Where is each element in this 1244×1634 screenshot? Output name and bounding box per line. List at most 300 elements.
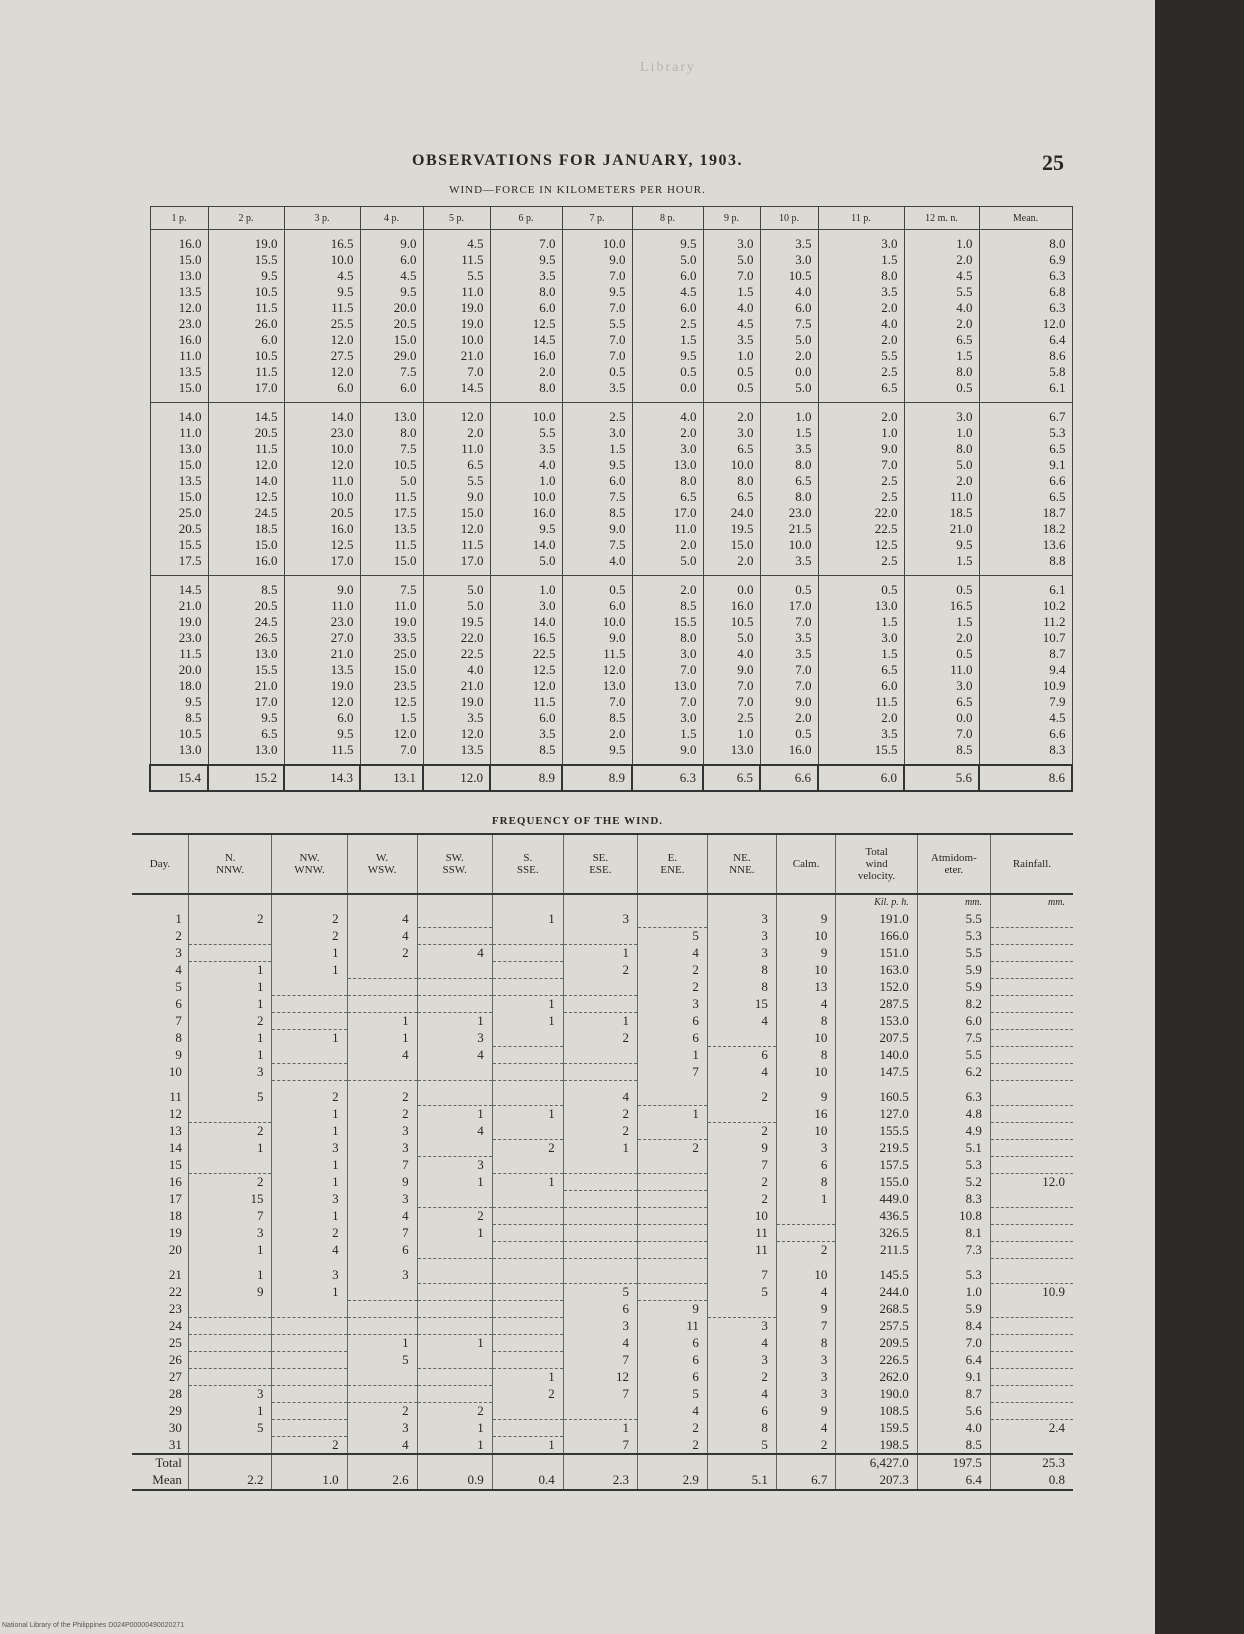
table-cell: 8.7 [979,646,1072,662]
table-cell: 2 [563,1106,637,1123]
table-cell: 11.5 [490,694,562,710]
table-cell [417,1318,492,1335]
table-cell: 13 [776,979,836,996]
table-cell: 6.5 [979,489,1072,505]
table-cell: 8.0 [490,284,562,300]
table-cell: 6.0 [360,252,423,268]
column-header: 9 p. [703,207,760,230]
table-cell: 14.5 [490,332,562,348]
table-cell: 3.5 [818,726,904,742]
table-cell: 27.0 [284,630,360,646]
table-cell: 9.5 [284,726,360,742]
mean-cell: 2.6 [347,1471,417,1490]
table-cell: 2 [347,1403,417,1420]
table-cell: 4 [707,1013,776,1030]
table-cell: 10 [776,928,836,945]
mean-cell: 0.8 [990,1471,1073,1490]
table-cell: 2 [707,1123,776,1140]
table-cell [492,928,563,945]
table-cell: 6 [707,1047,776,1064]
table-cell [990,1208,1073,1225]
table-cell [563,928,637,945]
table-cell: 15.5 [208,662,284,678]
table-cell: 2.0 [904,630,979,646]
table-cell: 2 [272,1437,347,1455]
table-cell: 2.0 [818,300,904,316]
table-cell: 8.6 [979,348,1072,364]
table-cell: 6.5 [904,332,979,348]
table-cell [188,1352,272,1369]
table-cell: 4.5 [904,268,979,284]
table-cell: 190.0 [836,1386,917,1403]
table-cell: 4 [707,1386,776,1403]
table-cell: 21.0 [150,598,208,614]
table-cell: 2.5 [703,710,760,726]
table-cell: 3 [776,1386,836,1403]
table-row [132,1369,1073,1386]
wind-force-table [149,206,1073,792]
table-cell [272,979,347,996]
table-cell: 7.3 [917,1242,990,1259]
table-cell [563,996,637,1013]
table-cell: 5.3 [917,1267,990,1284]
table-cell: 3 [707,1352,776,1369]
table-cell: 2.5 [818,553,904,576]
table-cell [417,1267,492,1284]
table-cell: 211.5 [836,1242,917,1259]
table-cell: 4.0 [703,300,760,316]
table-cell: 10.2 [979,598,1072,614]
gap-cell [917,1081,990,1090]
table-cell: 4.5 [360,268,423,284]
table-row [150,630,1072,646]
column-header: 10 p. [760,207,818,230]
day-cell: 2 [175,928,182,943]
table-cell: 1.0 [917,1284,990,1301]
table-cell: 3.5 [818,284,904,300]
table-row [132,1106,1073,1123]
table-cell: 5.0 [904,457,979,473]
table-cell: 1 [417,1420,492,1437]
gap-cell [347,1259,417,1268]
day-cell: 18 [168,1208,182,1223]
table-cell: 15.0 [703,537,760,553]
table-row [150,332,1072,348]
table-cell: 4.0 [562,553,632,576]
table-row [132,1208,1073,1225]
table-cell: 11.5 [423,537,490,553]
table-cell: 1 [272,1208,347,1225]
table-cell: 9.5 [150,694,208,710]
table-cell: 3.5 [490,268,562,284]
day-cell: 19 [168,1225,182,1240]
table-cell: 8.0 [979,230,1072,253]
table-cell: 5.0 [703,630,760,646]
table-cell: 10.0 [284,252,360,268]
table-row [150,553,1072,576]
table-cell: 2.0 [703,403,760,426]
gap-cell [836,1259,917,1268]
mean-cell: 14.3 [284,765,360,791]
table-cell [188,1318,272,1335]
table-cell: 6 [637,1335,707,1352]
table-cell: 127.0 [836,1106,917,1123]
table-cell: 2.5 [632,316,703,332]
table-cell [990,1140,1073,1157]
table-cell: 10.0 [703,457,760,473]
table-cell: 17.0 [760,598,818,614]
table-cell: 9.0 [423,489,490,505]
table-cell: 1 [563,945,637,962]
table-cell [990,996,1073,1013]
table-cell: 15.5 [632,614,703,630]
table-cell: 1 [563,1140,637,1157]
unit-cell: Kil. p. h. [836,894,917,911]
table-cell: 6.0 [917,1013,990,1030]
table-cell: 8.2 [917,996,990,1013]
table-cell: 226.5 [836,1352,917,1369]
table-cell [272,1335,347,1352]
table-cell: 4 [776,1420,836,1437]
table-cell: 3 [563,1318,637,1335]
table-cell: 8.7 [917,1386,990,1403]
table-cell: 3.0 [818,630,904,646]
table-cell [707,1030,776,1047]
mean-cell: 0.9 [417,1471,492,1490]
table-cell: 13.0 [360,403,423,426]
table-cell: 3.0 [760,252,818,268]
table-cell: 3 [776,1140,836,1157]
table-cell: 27.5 [284,348,360,364]
table-cell [990,945,1073,962]
day-cell: 13 [168,1123,182,1138]
table-cell: 13.0 [562,678,632,694]
table-cell: 1 [347,1335,417,1352]
mean-cell: 6.4 [917,1471,990,1490]
table-row [150,316,1072,332]
total-cell: Total [132,1454,188,1471]
table-row [132,1267,1073,1284]
table-cell: 1 [492,1174,563,1191]
table-cell: 1 [492,1013,563,1030]
table-cell: 16 [776,1106,836,1123]
table-cell: 7.5 [760,316,818,332]
table-cell [272,1420,347,1437]
table-cell: 5.5 [917,1047,990,1064]
table-cell: 9.0 [562,521,632,537]
gap-cell [836,1081,917,1090]
table-cell: 2.0 [703,553,760,576]
table-cell: 15.0 [150,380,208,403]
table-row [150,505,1072,521]
table-cell [990,1123,1073,1140]
table-cell: 20.5 [360,316,423,332]
table-cell: 5.9 [917,979,990,996]
table-cell: 9.0 [562,252,632,268]
table-row [132,1225,1073,1242]
table-row [150,252,1072,268]
table-cell: 4 [347,1208,417,1225]
table-cell: 23.0 [284,425,360,441]
table-cell [990,1047,1073,1064]
table-cell: 5.5 [490,425,562,441]
table-cell: 8.0 [760,457,818,473]
table-cell: 2 [417,1403,492,1420]
table-cell: 11.5 [284,300,360,316]
column-header: Calm. [776,834,836,894]
table-cell: 4.8 [917,1106,990,1123]
table-cell: 13.0 [150,742,208,765]
table-cell: 1 [417,1106,492,1123]
table-cell: 18.5 [904,505,979,521]
table-cell: 1.5 [904,614,979,630]
table-cell: 2 [707,1369,776,1386]
table-cell [637,1225,707,1242]
table-cell: 13.0 [632,678,703,694]
table-cell: 9.5 [632,230,703,253]
table-row [150,473,1072,489]
table-cell [272,1403,347,1420]
table-cell: 7.0 [703,694,760,710]
table-cell: 151.0 [836,945,917,962]
table-cell [492,1030,563,1047]
mean-cell: 0.4 [492,1471,563,1490]
table-cell: 3 [707,945,776,962]
table-cell: 1 [188,996,272,1013]
table-cell: 16.0 [284,521,360,537]
library-stamp: Library [640,60,696,75]
table-cell: 13.5 [284,662,360,678]
table-cell: 5.5 [562,316,632,332]
table-cell: 2 [188,911,272,928]
table-row [132,1191,1073,1208]
table-cell: 7.5 [360,576,423,599]
day-cell: 24 [168,1318,182,1333]
table-row [132,911,1073,928]
table-cell [347,1301,417,1318]
total-cell [637,1454,707,1471]
table-cell: 3.0 [632,441,703,457]
table-cell [417,996,492,1013]
table-cell [188,928,272,945]
table-cell: 6.8 [979,284,1072,300]
table-cell: 5 [637,1386,707,1403]
table-cell: 1 [272,945,347,962]
table-cell: 19.0 [360,614,423,630]
table-cell: 5.6 [917,1403,990,1420]
table-cell: 5.5 [917,911,990,928]
table-cell: 9.1 [979,457,1072,473]
table-row [132,1386,1073,1403]
table-cell: 0.0 [760,364,818,380]
column-header: Rainfall. [990,834,1073,894]
table-cell: 11.5 [360,537,423,553]
table-cell [492,979,563,996]
table-cell: 2.0 [760,710,818,726]
table-cell: 19.0 [208,230,284,253]
table-cell [707,1106,776,1123]
table-cell [492,1318,563,1335]
table-cell: 0.5 [760,576,818,599]
table-cell: 21.5 [760,521,818,537]
column-header: S. SSE. [492,834,563,894]
table-cell: 1 [347,1030,417,1047]
table-cell: 4.5 [979,710,1072,726]
day-cell: 8 [175,1030,182,1045]
table-cell: 12.0 [423,726,490,742]
table-cell: 10.9 [990,1284,1073,1301]
table-cell: 13.5 [150,364,208,380]
table-cell [563,1267,637,1284]
table-cell: 155.0 [836,1174,917,1191]
table-cell: 2 [707,1174,776,1191]
table-cell: 2 [776,1242,836,1259]
table-cell: 1.0 [904,425,979,441]
table-cell: 6.0 [632,300,703,316]
table-cell: 18.5 [208,521,284,537]
table-cell [990,979,1073,996]
table-row [132,945,1073,962]
table-cell: 5.5 [423,268,490,284]
table-cell: 6.5 [818,662,904,678]
units-row [132,894,1073,911]
table-cell [347,962,417,979]
table-cell: 6.5 [904,694,979,710]
table-cell: 22.0 [423,630,490,646]
table-cell: 6.5 [703,441,760,457]
table-cell [637,1267,707,1284]
table-cell: 11 [637,1318,707,1335]
gap-cell [492,1259,563,1268]
mean-cell: 15.4 [150,765,208,791]
gap-cell [417,1259,492,1268]
table-cell: 2 [492,1386,563,1403]
table-cell: 11.5 [150,646,208,662]
table-cell: 4.5 [632,284,703,300]
table-cell: 2 [707,1191,776,1208]
gap-cell [776,1081,836,1090]
table-cell: 2.4 [990,1420,1073,1437]
table-row [150,694,1072,710]
table-cell: 11.5 [284,742,360,765]
table-cell [990,1106,1073,1123]
table-cell [990,928,1073,945]
table-cell: 7.0 [917,1335,990,1352]
table-cell: 6.9 [979,252,1072,268]
table-cell: 25.0 [360,646,423,662]
table-cell: 9.0 [760,694,818,710]
table-cell: 6.0 [284,710,360,726]
table-cell: 1.5 [904,348,979,364]
table-row [150,646,1072,662]
table-cell [272,1318,347,1335]
total-cell [417,1454,492,1471]
table-cell: 7.0 [760,614,818,630]
table-row [132,928,1073,945]
table-cell: 3.5 [423,710,490,726]
table-cell: 8 [776,1013,836,1030]
table-cell: 11.0 [150,425,208,441]
table-cell: 4.0 [917,1420,990,1437]
table-cell: 5.5 [423,473,490,489]
table-cell: 3.0 [904,678,979,694]
table-cell: 9.0 [632,742,703,765]
table-cell [188,1106,272,1123]
table-cell: 1 [272,1030,347,1047]
table-cell: 6.5 [979,441,1072,457]
table-cell [563,1047,637,1064]
table-cell: 13.5 [360,521,423,537]
table-cell: 13.0 [150,441,208,457]
table-cell: 7.0 [423,364,490,380]
table-cell: 7.0 [562,694,632,710]
table-cell [990,1267,1073,1284]
table-cell: 3.0 [904,403,979,426]
table-row [132,1420,1073,1437]
table-cell: 2 [417,1208,492,1225]
table-cell: 1.5 [904,553,979,576]
column-header: Atmidom- eter. [917,834,990,894]
table-cell: 6 [637,1013,707,1030]
table-cell: 9 [776,1403,836,1420]
table-cell [563,1403,637,1420]
table-row [132,1064,1073,1081]
table-cell: 5.2 [917,1174,990,1191]
day-cell: 9 [175,1047,182,1062]
table-cell: 17.0 [208,380,284,403]
table-cell: 21.0 [904,521,979,537]
table-cell: 5.9 [917,962,990,979]
day-cell: 5 [175,979,182,994]
table-cell: 5.5 [818,348,904,364]
total-row [132,1454,1073,1471]
table-cell: 14.0 [490,614,562,630]
mean-cell: 6.7 [776,1471,836,1490]
table-cell: 1.5 [632,726,703,742]
table-cell [417,979,492,996]
table-cell: 12.0 [562,662,632,678]
table-cell: 26.0 [208,316,284,332]
day-cell: 22 [168,1284,182,1299]
table-cell [492,1352,563,1369]
table-cell: 11.0 [423,441,490,457]
mean-cell: 6.5 [703,765,760,791]
table-cell: 9.5 [562,457,632,473]
table-cell [776,1225,836,1242]
table-cell: 7.9 [979,694,1072,710]
day-cell: 28 [168,1386,182,1401]
table-cell: 13.0 [632,457,703,473]
table-cell: 2 [347,1089,417,1106]
table-cell [272,996,347,1013]
table-cell: 145.5 [836,1267,917,1284]
table-row [150,268,1072,284]
table-cell: 147.5 [836,1064,917,1081]
table-cell [637,1089,707,1106]
table-cell: 2 [563,1030,637,1047]
table-cell: 6.7 [979,403,1072,426]
table-cell: 4 [776,996,836,1013]
table-cell: 9.5 [284,284,360,300]
table-cell: 0.5 [818,576,904,599]
unit-cell [132,894,188,911]
table-cell: 5.0 [760,380,818,403]
table-cell [563,1208,637,1225]
table-cell [990,1225,1073,1242]
group-gap [132,1259,1073,1268]
table-cell: 8.0 [703,473,760,489]
gap-cell [132,1259,188,1268]
